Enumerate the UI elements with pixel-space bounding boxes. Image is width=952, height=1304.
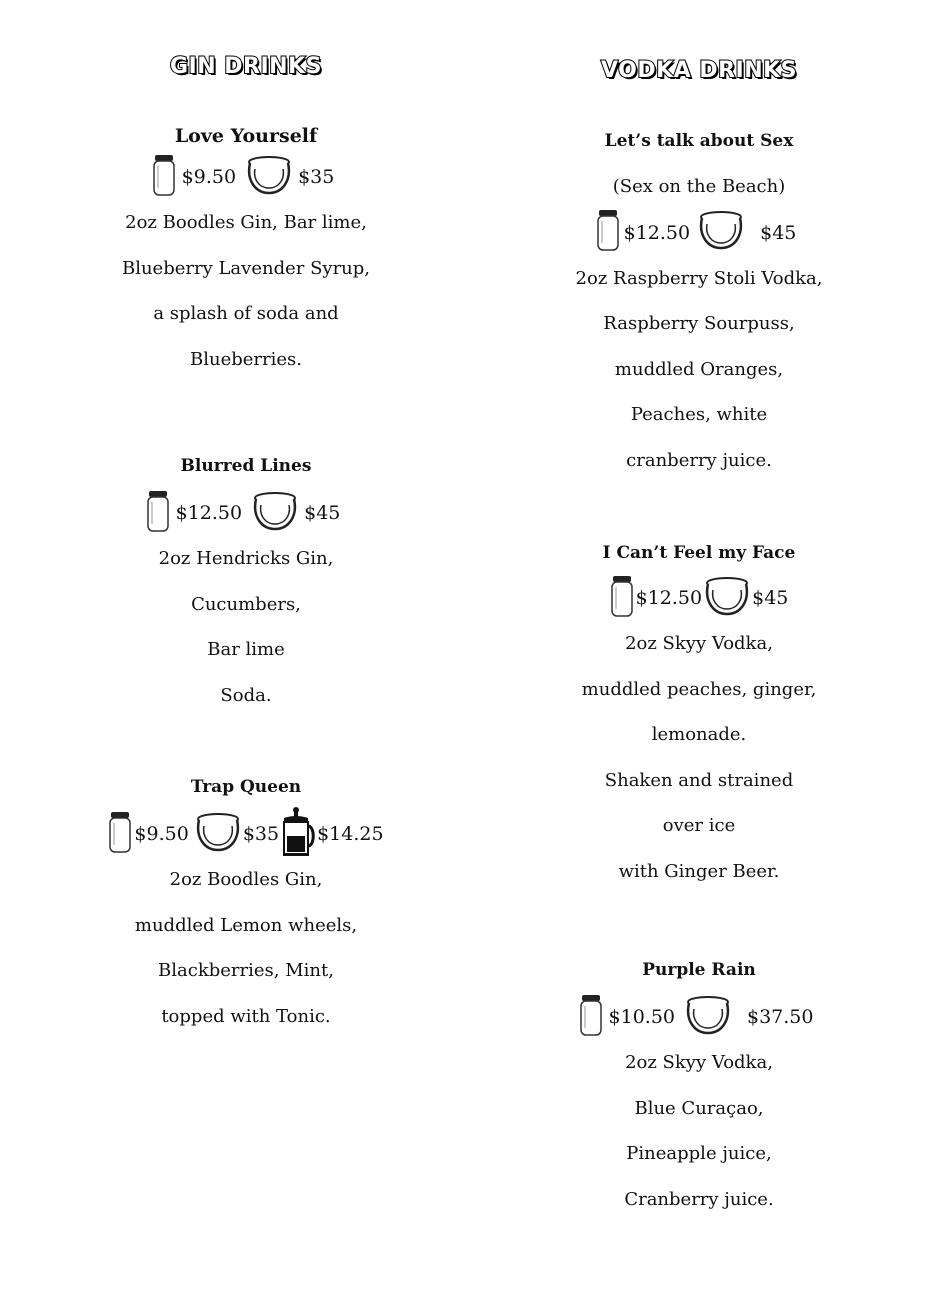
mason-jar-icon [596, 208, 620, 257]
ingredient-line: Soda. [220, 684, 272, 706]
french-press-icon [281, 806, 315, 863]
price-row [96, 811, 396, 857]
price-small: $12.50 [175, 502, 243, 524]
drink-lets-talk-about-sex [546, 129, 852, 483]
ingredient-line: Peaches, white [630, 404, 768, 425]
mason-jar-icon [152, 153, 176, 202]
price-large: $37.50 [747, 1006, 814, 1028]
drink-name: I Can’t Feel my Face [602, 543, 796, 563]
ingredient-line: 2oz Raspberry Stoli Vodka, [575, 267, 823, 289]
ingredient-line: 2oz Skyy Vodka, [625, 1052, 773, 1073]
vodka-column [546, 0, 852, 1304]
ingredient-line: Bar lime [207, 639, 285, 660]
ingredient-line: Blackberries, Mint, [158, 960, 334, 981]
ingredient-line: 2oz Boodles Gin, [169, 869, 323, 890]
fishbowl-icon [704, 576, 750, 621]
drink-purple-rain [546, 958, 852, 1222]
ingredient-line: Raspberry Sourpuss, [603, 313, 795, 334]
drink-love-yourself [96, 124, 396, 382]
price-press: $14.25 [317, 823, 384, 845]
ingredient-line: Cucumbers, [191, 593, 301, 615]
mason-jar-icon [146, 489, 170, 538]
ingredient-line: Cranberry juice. [624, 1188, 774, 1210]
ingredient-line: Blueberry Lavender Syrup, [121, 257, 371, 279]
fishbowl-icon [252, 491, 298, 536]
drink-name: Let’s talk about Sex [604, 131, 794, 151]
price-large: $45 [760, 221, 797, 244]
drink-name: Trap Queen [190, 777, 302, 797]
price-row [96, 490, 396, 536]
price-small: $12.50 [623, 221, 691, 244]
price-row [546, 575, 852, 621]
gin-column [96, 0, 396, 1304]
price-small: $9.50 [134, 823, 189, 845]
fishbowl-icon [246, 155, 292, 200]
drink-i-cant-feel-my-face [546, 541, 852, 894]
price-row [546, 994, 852, 1040]
price-large: $35 [242, 823, 280, 845]
ingredient-line: cranberry juice. [626, 449, 772, 471]
price-row [96, 154, 396, 200]
ingredient-line: a splash of soda and [153, 303, 339, 324]
price-small: $12.50 [635, 587, 703, 609]
ingredient-line: Shaken and strained [604, 769, 794, 791]
ingredient-line: muddled Oranges, [614, 358, 784, 380]
ingredient-line: 2oz Boodles Gin, Bar lime, [125, 212, 367, 233]
drink-name: Purple Rain [642, 960, 756, 980]
ingredient-line: 2oz Skyy Vodka, [625, 633, 773, 654]
price-small: $9.50 [181, 166, 237, 188]
ingredient-line: topped with Tonic. [161, 1005, 331, 1027]
ingredient-line: muddled peaches, ginger, [581, 678, 817, 700]
mason-jar-icon [610, 574, 634, 623]
drink-name: Love Yourself [174, 125, 318, 147]
fishbowl-icon [685, 995, 731, 1040]
ingredient-line: 2oz Hendricks Gin, [158, 548, 334, 569]
fishbowl-icon [195, 812, 241, 857]
mason-jar-icon [579, 993, 603, 1042]
ingredient-line: muddled Lemon wheels, [134, 914, 358, 936]
drink-trap-queen [96, 775, 396, 1039]
ingredient-line: over ice [662, 815, 736, 836]
vodka-section-title: VODKA DRINKS [600, 58, 798, 83]
ingredient-line: lemonade. [651, 724, 747, 745]
price-small: $10.50 [608, 1006, 675, 1028]
gin-section-title: GIN DRINKS [169, 54, 322, 79]
ingredient-line: Pineapple juice, [626, 1143, 772, 1164]
price-large: $45 [752, 587, 789, 609]
ingredient-line: Blueberries. [190, 348, 302, 370]
drink-blurred-lines [96, 454, 396, 718]
mason-jar-icon [108, 810, 132, 859]
drink-subtitle: (Sex on the Beach) [612, 176, 786, 197]
drink-name: Blurred Lines [180, 456, 312, 476]
fishbowl-icon [698, 210, 744, 255]
price-large: $45 [304, 502, 341, 524]
ingredient-line: Blue Curaçao, [634, 1097, 764, 1119]
ingredient-line: with Ginger Beer. [618, 860, 780, 882]
price-row [546, 210, 852, 256]
price-large: $35 [298, 166, 335, 188]
